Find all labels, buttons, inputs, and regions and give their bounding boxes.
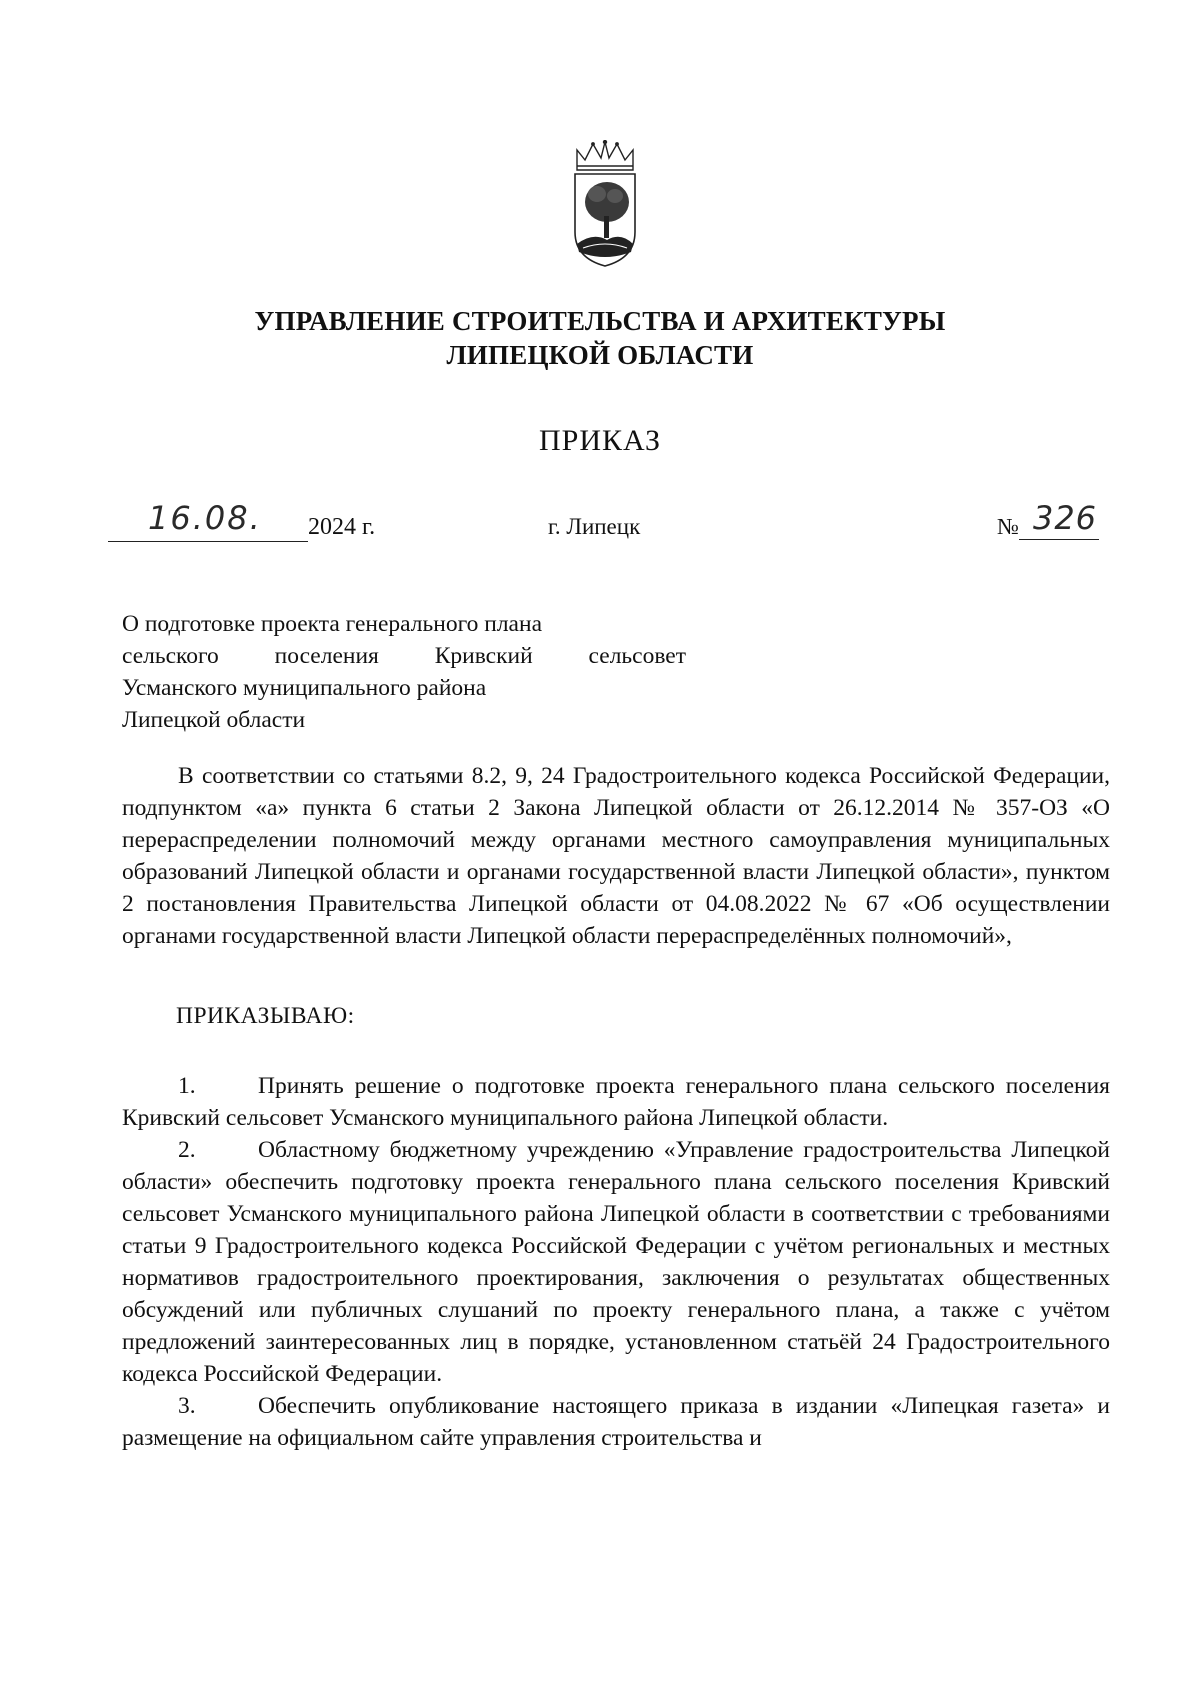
date-year: 2024 г. [308,514,376,540]
order-item-text: Обеспечить опубликование настоящего приказа в издании «Липецкая газета» и размещение на официальном сайте управления строительства и [122,1393,1110,1451]
preamble-paragraph: В соответствии со статьями 8.2, 9, 24 Градостроительного кодекса Российской Федерации, подпунктом «а» пункта 6 статьи 2 Закона Липецкой области от 26.12.2014 № 357-ОЗ «О перераспределении полномочий между органами местного самоуправления муниципальных образований Липецкой области и органами государственной власти Липецкой области», пунктом 2 постановления Правительства Липецкой области от 04.08.2022 № 67 «Об осуществлении органами государственной власти Липецкой области перераспределённых полномочий», [122,763,1110,949]
date-field [108,499,376,542]
number-blank [1019,499,1099,540]
order-item [122,1070,1110,1134]
order-item-number: 2. [178,1137,196,1163]
number-sign: № [997,514,1019,539]
subject-word: сельсовет [588,643,686,669]
handwritten-number: 326 [1032,499,1098,537]
order-item-text: Принять решение о подготовке проекта генерального плана сельского поселения Кривский сельсовет Усманского муниципального района Липецкой области. [122,1073,1110,1131]
agency-name-line-2: ЛИПЕЦКОЙ ОБЛАСТИ [446,340,754,370]
handwritten-date: 16.08. [148,499,262,537]
date-blank [108,499,308,542]
subject-line-2 [122,640,686,672]
order-directive-word: ПРИКАЗЫВАЮ: [176,1003,355,1029]
subject-line-1: О подготовке проекта генерального плана [122,611,542,637]
order-item [122,1134,1110,1390]
subject-word: сельского [122,643,219,669]
subject-word: Кривский [434,643,533,669]
order-subject [122,608,686,736]
order-item-text: Областному бюджетному учреждению «Управление градостроительства Липецкой области» обеспечить подготовку проекта генерального плана сельского поселения Кривский сельсовет Усманского муниципального района Липецкой области в соответствии с требованиями статьи 9 Градостроительного кодекса Российской Федерации с учётом региональных и местных нормативов градостроительного проектирования, заключения о результатах общественных обсуждений или публичных слушаний по проекту генерального плана, а также с учётом предложений заинтересованных лиц в порядке, установленном статьёй 24 Градостроительного кодекса Российской Федерации. [122,1137,1110,1387]
subject-line-3: Усманского муниципального района [122,675,487,701]
order-items-list [122,1070,1110,1454]
document-type-title: ПРИКАЗ [539,424,661,457]
coat-of-arms-emblem [569,140,641,268]
subject-word: поселения [274,643,379,669]
city-label: г. Липецк [548,514,641,539]
order-item-number: 3. [178,1393,196,1419]
agency-name-line-1: УПРАВЛЕНИЕ СТРОИТЕЛЬСТВА И АРХИТЕКТУРЫ [254,306,946,336]
order-item [122,1390,1110,1454]
order-item-number: 1. [178,1073,196,1099]
document-number-field [997,499,1099,540]
subject-line-4: Липецкой области [122,707,306,733]
